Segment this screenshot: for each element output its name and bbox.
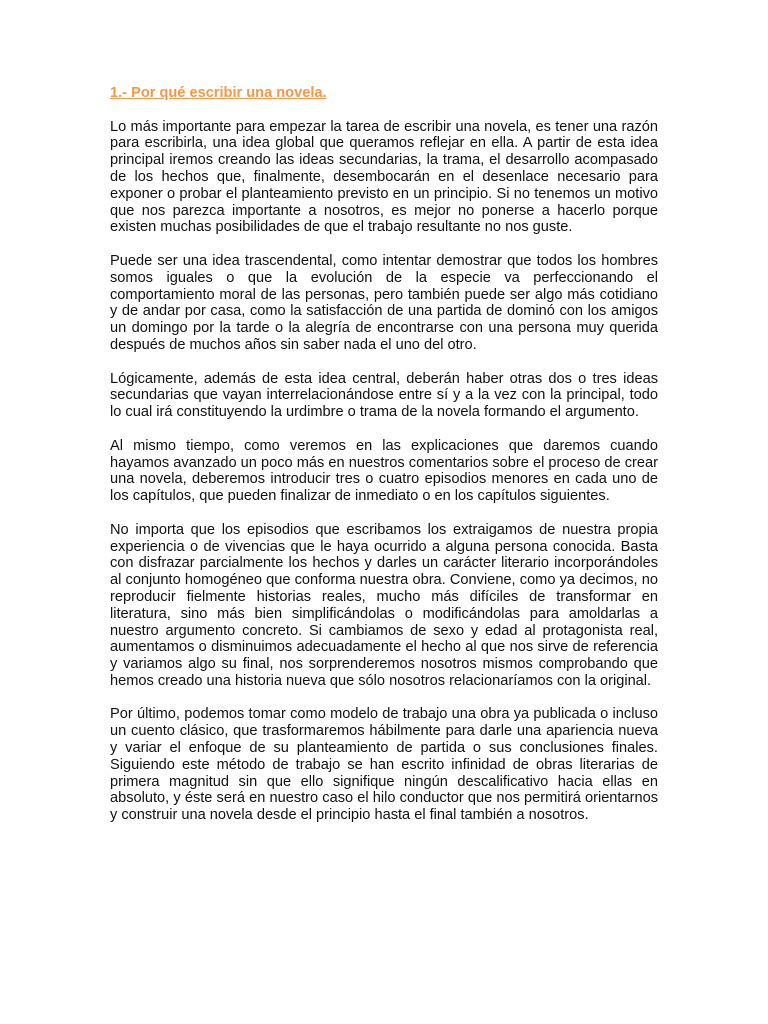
paragraph-6: Por último, podemos tomar como modelo de trabajo una obra ya publicada o incluso un cuento clásico, que trasformaremos hábilmente para darle una apariencia nueva y variar el enfoque de su planteamiento de partida o sus conclusiones finales. Siguiendo este método de trabajo se han escrito infinidad de obras literarias de primera magnitud sin que ello signifique ningún descalificativo hacia ellas en absoluto, y éste será en nuestro caso el hilo conductor que nos permitirá orientarnos y construir una novela desde el principio hasta el final también a nosotros.: [110, 706, 658, 824]
paragraph-4: Al mismo tiempo, como veremos en las explicaciones que daremos cuando hayamos avanzado un poco más en nuestros comentarios sobre el proceso de crear una novela, deberemos introducir tres o cuatro episodios menores en cada uno de los capítulos, que pueden finalizar de inmediato o en los capítulos siguientes.: [110, 437, 658, 505]
paragraph-5: No importa que los episodios que escribamos los extraigamos de nuestra propia experiencia o de vivencias que le haya ocurrido a alguna persona conocida. Basta con disfrazar parcialmente los hechos y darles un carácter literario incorporándoles al conjunto homogéneo que conforma nuestra obra. Conviene, como ya decimos, no reproducir fielmente historias reales, mucho más difíciles de transformar en literatura, sino más bien simplificándolas o modificándolas para amoldarlas a nuestro argumento concreto. Si cambiamos de sexo y edad al protagonista real, aumentamos o disminuimos adecuadamente el hecho al que nos sirve de referencia y variamos algo su final, nos sorprenderemos nosotros mismos comprobando que hemos creado una historia nueva que sólo nosotros relacionaríamos con la original.: [110, 521, 658, 689]
document-body: [110, 85, 658, 841]
paragraph-1: Lo más importante para empezar la tarea de escribir una novela, es tener una razón para escribirla, una idea global que queramos reflejar en ella. A partir de esta idea principal iremos creando las ideas secundarias, la trama, el desarrollo acompasado de los hechos que, finalmente, desembocarán en el desenlace necesario para exponer o probar el planteamiento previsto en un principio. Si no tenemos un motivo que nos parezca importante a nosotros, es mejor no ponerse a hacerlo porque existen muchas posibilidades de que el trabajo resultante no nos guste.: [110, 118, 658, 236]
paragraph-3: Lógicamente, además de esta idea central, deberán haber otras dos o tres ideas secundarias que vayan interrelacionándose entre sí y a la vez con la principal, todo lo cual irá constituyendo la urdimbre o trama de la novela formando el argumento.: [110, 370, 658, 421]
paragraph-2: Puede ser una idea trascendental, como intentar demostrar que todos los hombres somos iguales o que la evolución de la especie va perfeccionando el comportamiento moral de las personas, pero también puede ser algo más cotidiano y de andar por casa, como la satisfacción de una partida de dominó con los amigos un domingo por la tarde o la alegría de encontrarse con una persona muy querida después de muchos años sin saber nada el uno del otro.: [110, 252, 658, 353]
section-heading: 1.- Por qué escribir una novela.: [110, 85, 327, 101]
